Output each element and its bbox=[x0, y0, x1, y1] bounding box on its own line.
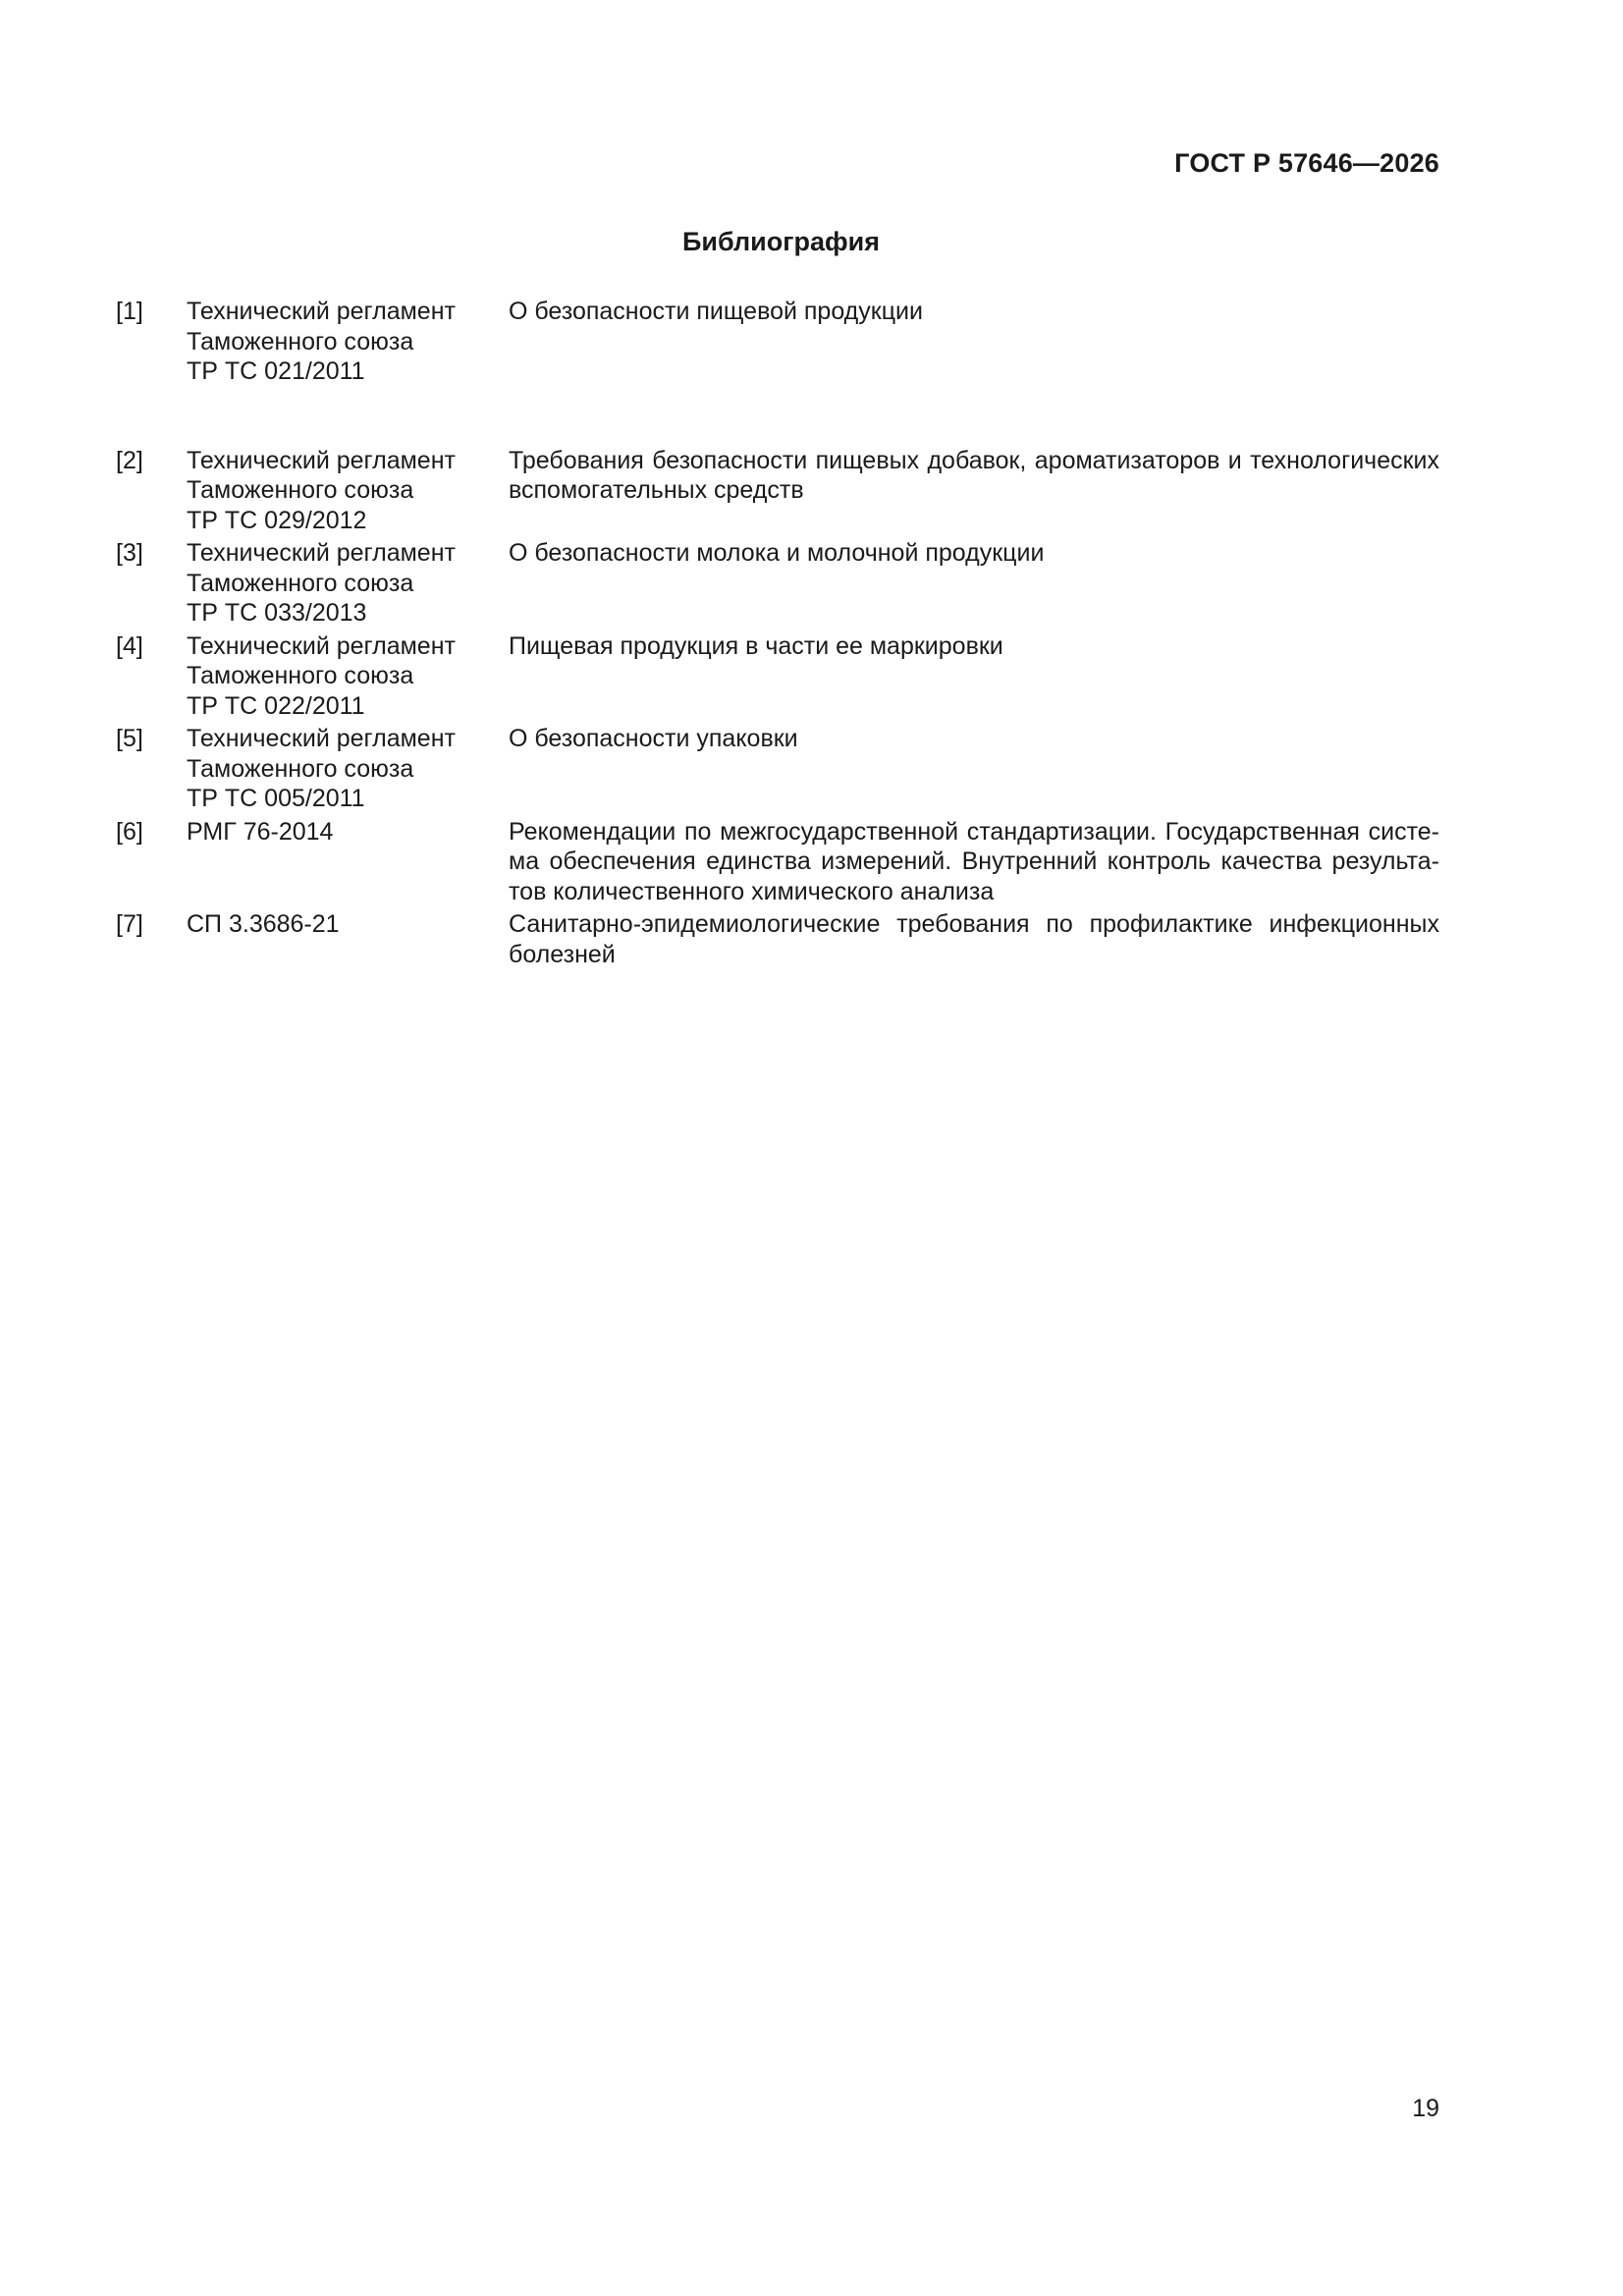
entry-source bbox=[187, 538, 509, 629]
entry-source-line: ТР ТС 033/2013 bbox=[187, 599, 367, 627]
bibliography-entry bbox=[116, 817, 1439, 907]
entry-title-line: вспомогательных средств bbox=[509, 476, 804, 504]
document-code: ГОСТ Р 57646—2026 bbox=[1174, 148, 1439, 178]
entry-title-line: О безопасности упаковки bbox=[509, 725, 798, 752]
entry-number: [6] bbox=[116, 817, 143, 846]
entry-title-line: Рекомендации по межгосударственной стандартизации. Государственная систе- bbox=[509, 817, 1439, 846]
page-title: Библиография bbox=[682, 227, 880, 256]
entry-title-line: О безопасности пищевой продукции bbox=[509, 298, 923, 325]
entry-source-line: Таможенного союза bbox=[187, 476, 414, 504]
entry-title bbox=[509, 446, 1439, 506]
entry-source-line: ТР ТС 021/2011 bbox=[187, 357, 365, 385]
entry-title-line: Требования безопасности пищевых добавок, ароматизаторов и технологических bbox=[509, 446, 1439, 474]
entry-title-line: О безопасности молока и молочной продукции bbox=[509, 539, 1045, 567]
entry-source bbox=[187, 909, 509, 940]
entry-source-line: ТР ТС 022/2011 bbox=[187, 691, 365, 720]
bibliography-entry bbox=[116, 297, 1439, 387]
page-number: 19 bbox=[1412, 2095, 1439, 2122]
entry-number: [5] bbox=[116, 725, 143, 752]
entry-source-line: Таможенного союза bbox=[187, 327, 414, 355]
entry-number: [3] bbox=[116, 539, 143, 567]
entry-title bbox=[509, 817, 1439, 907]
entry-source bbox=[187, 297, 509, 387]
entry-source-line: Таможенного союза bbox=[187, 754, 414, 783]
entry-number: [4] bbox=[116, 631, 143, 660]
entry-number: [1] bbox=[116, 298, 143, 325]
entry-source-line: Таможенного союза bbox=[187, 569, 414, 597]
entry-number: [2] bbox=[116, 446, 143, 474]
entry-title-line: Санитарно-эпидемиологические требования по профилактике инфекционных bbox=[509, 910, 1439, 938]
entry-title bbox=[509, 297, 1439, 327]
entry-source-line: СП 3.3686-21 bbox=[187, 910, 340, 938]
entry-title bbox=[509, 538, 1439, 569]
entry-title-line: болезней bbox=[509, 940, 616, 968]
entry-title-line: тов количественного химического анализа bbox=[509, 877, 995, 905]
entry-source-line: Таможенного союза bbox=[187, 662, 414, 689]
entry-title bbox=[509, 724, 1439, 754]
bibliography-entry bbox=[116, 724, 1439, 814]
entry-source-line: Технический регламент bbox=[187, 725, 456, 752]
bibliography-entry bbox=[116, 538, 1439, 629]
entry-source-line: Технический регламент bbox=[187, 446, 456, 474]
entry-source-line: Технический регламент bbox=[187, 539, 456, 567]
bibliography-entry bbox=[116, 631, 1439, 722]
entry-source-line: Технический регламент bbox=[187, 298, 456, 325]
entry-source-line: Технический регламент bbox=[187, 631, 456, 660]
entry-title bbox=[509, 909, 1439, 969]
bibliography-entry bbox=[116, 446, 1439, 536]
entry-title-line: Пищевая продукция в части ее маркировки bbox=[509, 631, 1003, 660]
entry-title bbox=[509, 631, 1439, 662]
entry-source bbox=[187, 446, 509, 536]
entry-source-line: ТР ТС 005/2011 bbox=[187, 785, 365, 812]
bibliography-list bbox=[116, 297, 1439, 972]
entry-source bbox=[187, 817, 509, 847]
entry-source-line: РМГ 76-2014 bbox=[187, 817, 334, 846]
entry-source bbox=[187, 724, 509, 814]
bibliography-entry bbox=[116, 909, 1439, 969]
entry-title-line: ма обеспечения единства измерений. Внутренний контроль качества результа- bbox=[509, 847, 1439, 875]
entry-source bbox=[187, 631, 509, 722]
entry-source-line: ТР ТС 029/2012 bbox=[187, 506, 367, 534]
entry-number: [7] bbox=[116, 910, 143, 938]
